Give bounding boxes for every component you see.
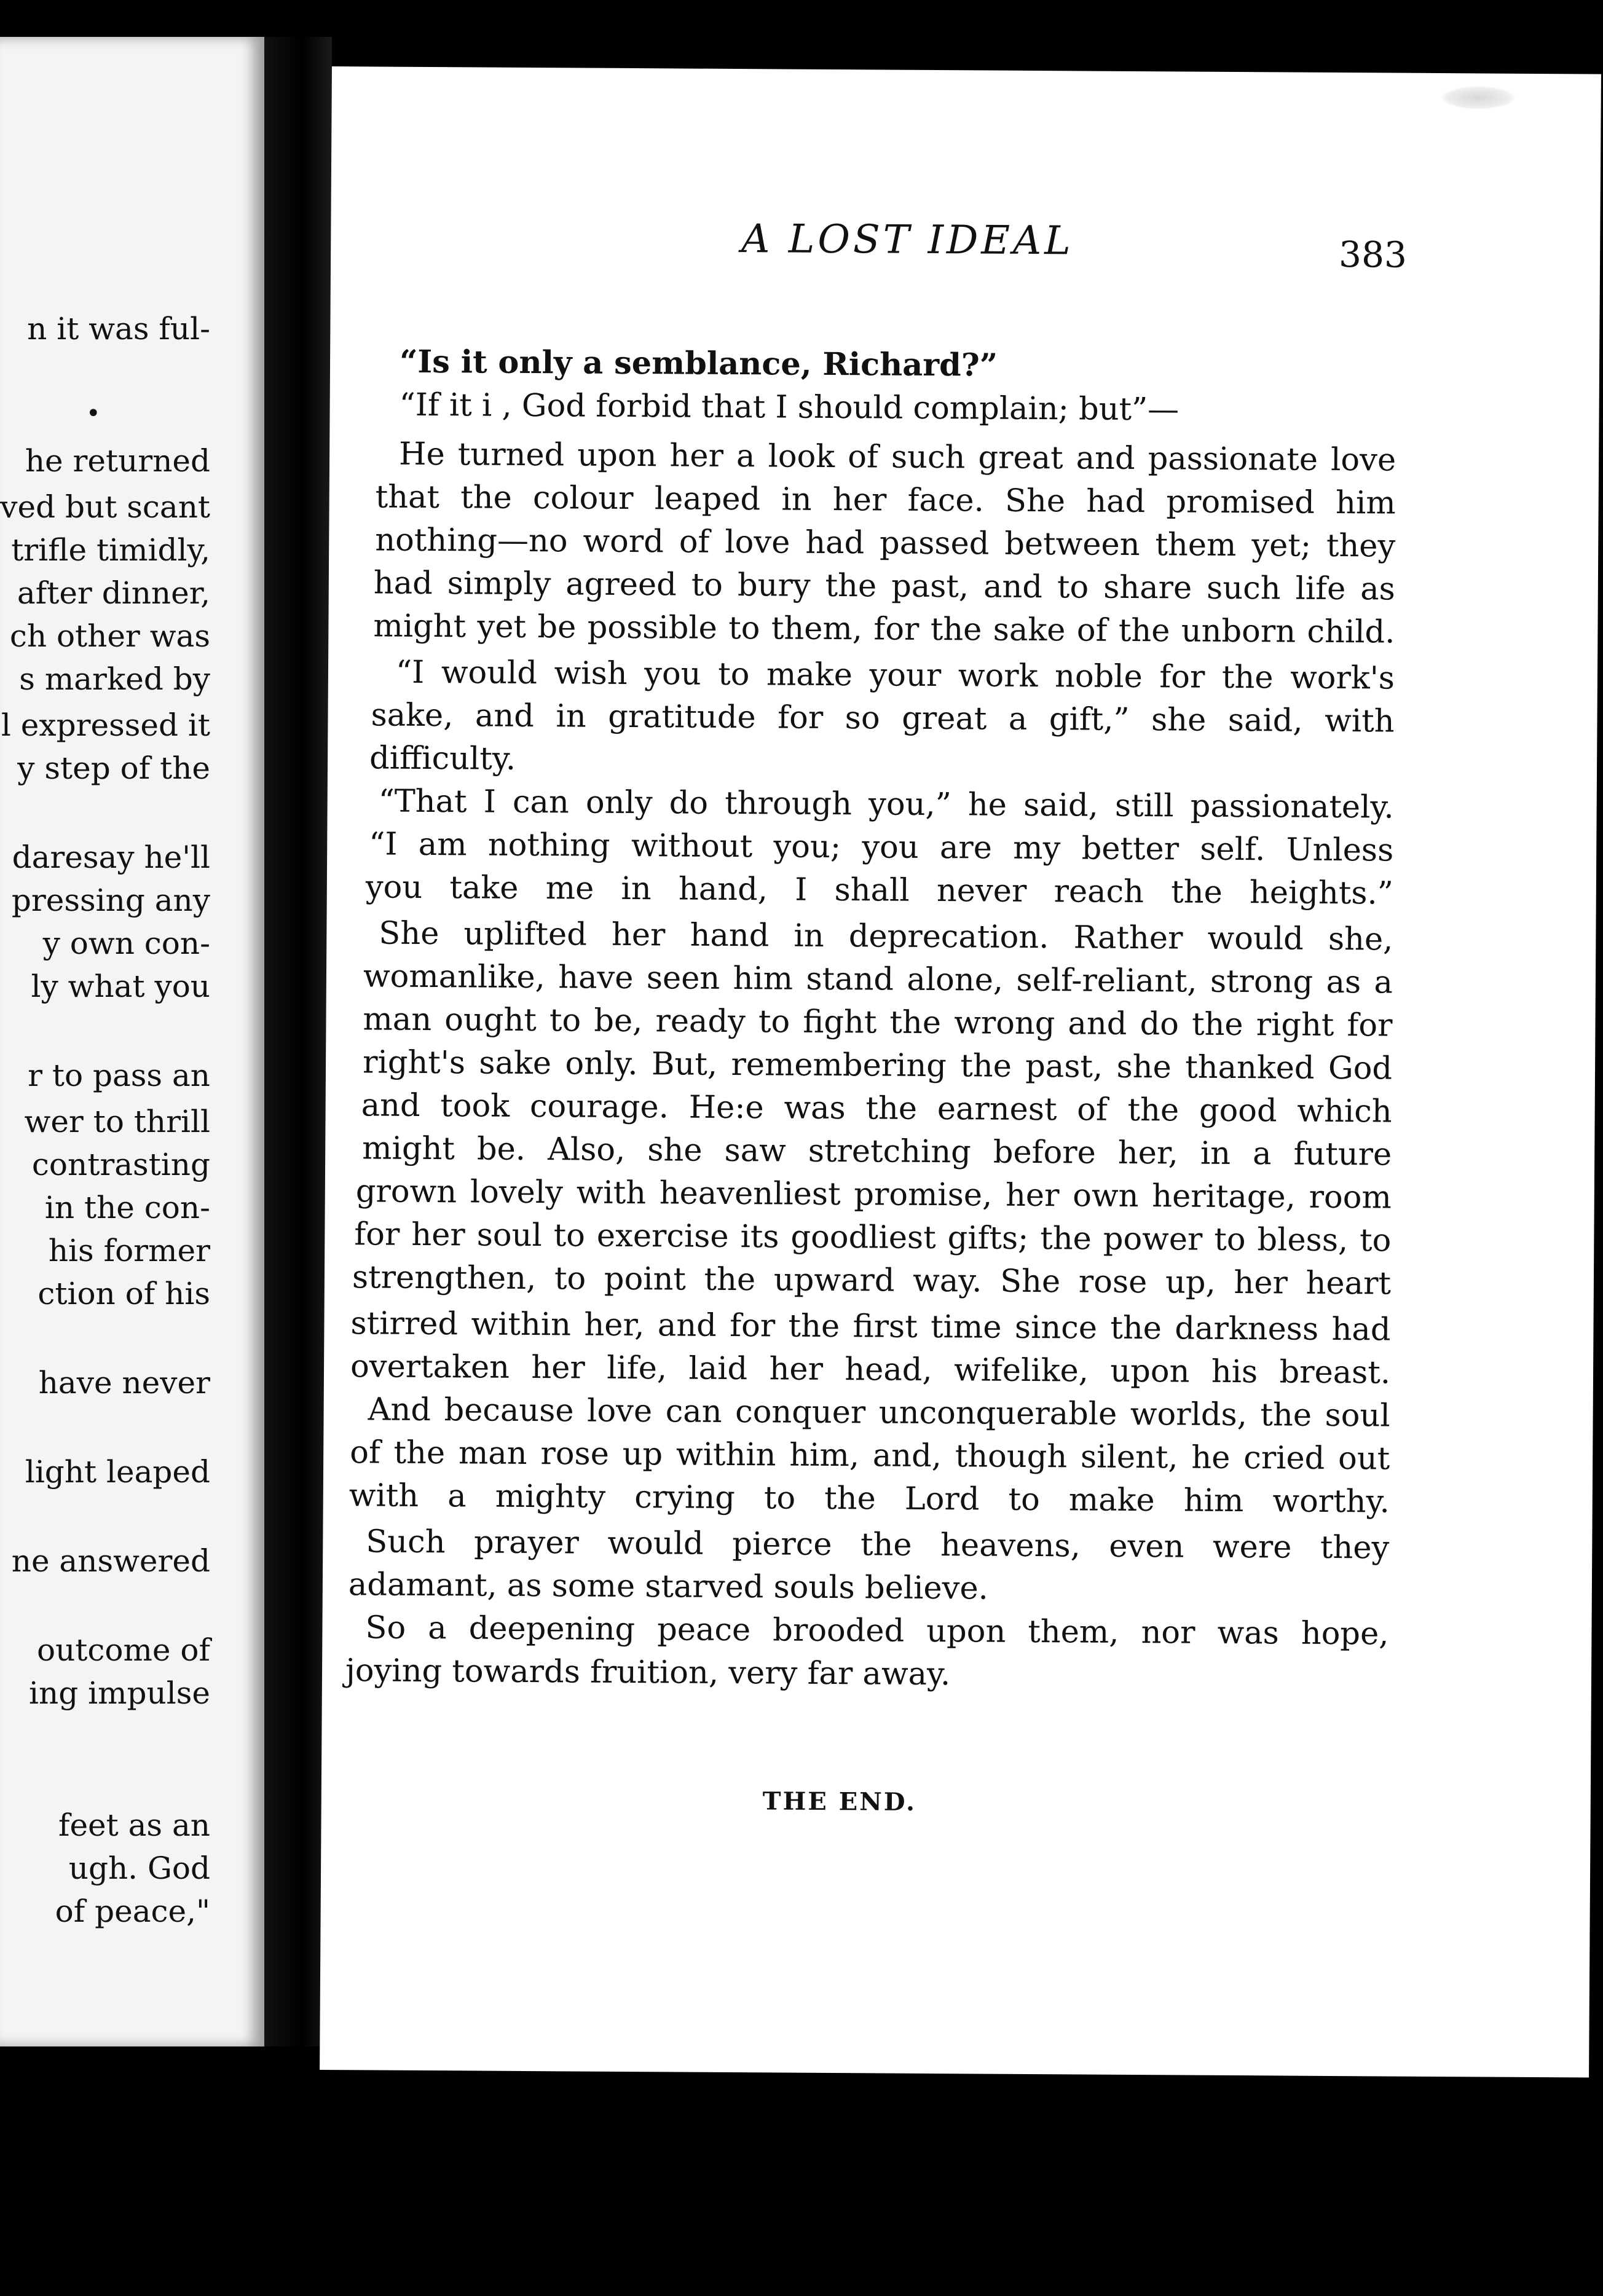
text-line: that the colour leaped in her face. She had promised him [375, 479, 1396, 522]
text-line: Such prayer would pierce the heavens, even were they [366, 1523, 1390, 1567]
text-line: So a deepening peace brooded upon them, nor was hope, [365, 1610, 1389, 1653]
text-line: “I would wish you to make your work noble for the work's [395, 654, 1395, 697]
right-page [320, 66, 1601, 2078]
left-text-line: his former [48, 1233, 210, 1268]
left-text-line: light leaped [25, 1454, 210, 1490]
page-number: 383 [1338, 234, 1408, 276]
left-text-line: r to pass an [28, 1058, 210, 1093]
left-text-line: pressing any [11, 883, 210, 918]
text-line: you take me in hand, I shall never reach the heights.” [365, 869, 1393, 912]
left-text-line: ved but scant [0, 489, 210, 525]
text-line: might yet be possible to them, for the sake of the unborn child. [373, 608, 1395, 651]
left-text-line: ne answered [11, 1543, 210, 1579]
text-line: “If it i , God forbid that I should complain; but”— [399, 387, 1180, 428]
left-text-line: y own con- [42, 926, 210, 961]
text-line: “I am nothing without you; you are my better self. Unless [369, 826, 1394, 869]
text-line: nothing—no word of love had passed between them yet; they [375, 522, 1396, 565]
running-head: A LOST IDEAL [741, 216, 1074, 264]
text-line: “That I can only do through you,” he said, still passionately. [378, 783, 1394, 826]
left-text-line: wer to thrill [24, 1104, 210, 1139]
text-line: adamant, as some starved souls believe. [348, 1567, 989, 1607]
text-line: right's sake only. But, remembering the past, she thanked God [362, 1044, 1393, 1087]
left-ornament-dot: • [86, 399, 101, 428]
text-line: had simply agreed to bury the past, and to share such life as [373, 565, 1396, 608]
text-line: might be. Also, she saw stretching before her, in a future [362, 1130, 1392, 1173]
text-line: And because love can conquer unconquerable worlds, the soul [368, 1391, 1390, 1434]
left-text-line: ly what you [31, 969, 210, 1004]
text-line: with a mighty crying to the Lord to make him worthy. [349, 1477, 1390, 1520]
text-line: man ought to be, ready to fight the wrong and do the right for [363, 1001, 1393, 1044]
text-line: womanlike, have seen him stand alone, self-reliant, strong as a [363, 958, 1393, 1001]
text-line: grown lovely with heavenliest promise, her own heritage, room [355, 1173, 1392, 1216]
left-text-line: outcome of [36, 1632, 210, 1668]
text-line: “Is it only a semblance, Richard?” [399, 343, 998, 384]
left-text-line: n it was ful- [27, 311, 210, 347]
text-line: joying towards fruition, very far away. [345, 1653, 951, 1693]
text-line: for her soul to exercise its goodliest gifts; the power to bless, to [354, 1216, 1392, 1259]
left-text-line: feet as an [58, 1807, 210, 1843]
left-text-line: have never [38, 1365, 210, 1401]
text-line: difficulty. [369, 740, 516, 777]
text-line: overtaken her life, laid her head, wifelike, upon his breast. [350, 1348, 1391, 1391]
left-text-line: y step of the [17, 750, 210, 786]
left-text-line: ing impulse [29, 1675, 210, 1711]
left-text-line: in the con- [44, 1190, 210, 1225]
left-text-line: after dinner, [17, 575, 210, 611]
the-end: THE END. [762, 1787, 917, 1817]
left-page [0, 37, 264, 2046]
left-text-line: daresay he'll [12, 839, 210, 875]
text-line: He turned upon her a look of such great and passionate love [398, 436, 1396, 479]
text-line: strengthen, to point the upward way. She rose up, her heart [352, 1259, 1392, 1302]
left-text-line: s marked by [19, 661, 210, 697]
text-line: She uplifted her hand in deprecation. Rather would she, [379, 915, 1393, 958]
left-text-line: trifle timidly, [11, 532, 210, 568]
text-line: sake, and in gratitude for so great a gift,” she said, with [371, 697, 1395, 740]
text-line: stirred within her, and for the first time since the darkness had [350, 1305, 1391, 1348]
text-line: of the man rose up within him, and, though silent, he cried out [350, 1434, 1390, 1477]
left-text-line: contrasting [31, 1147, 210, 1182]
page-speck [1441, 86, 1515, 109]
left-text-line: ction of his [37, 1276, 210, 1311]
left-text-line: ugh. God [68, 1850, 210, 1886]
left-text-line: he returned [25, 443, 210, 479]
left-text-line: l expressed it [1, 707, 210, 743]
left-text-line: ch other was [9, 618, 210, 654]
left-text-line: of peace," [55, 1893, 210, 1929]
text-line: and took courage. He:e was the earnest of the good which [361, 1087, 1392, 1130]
